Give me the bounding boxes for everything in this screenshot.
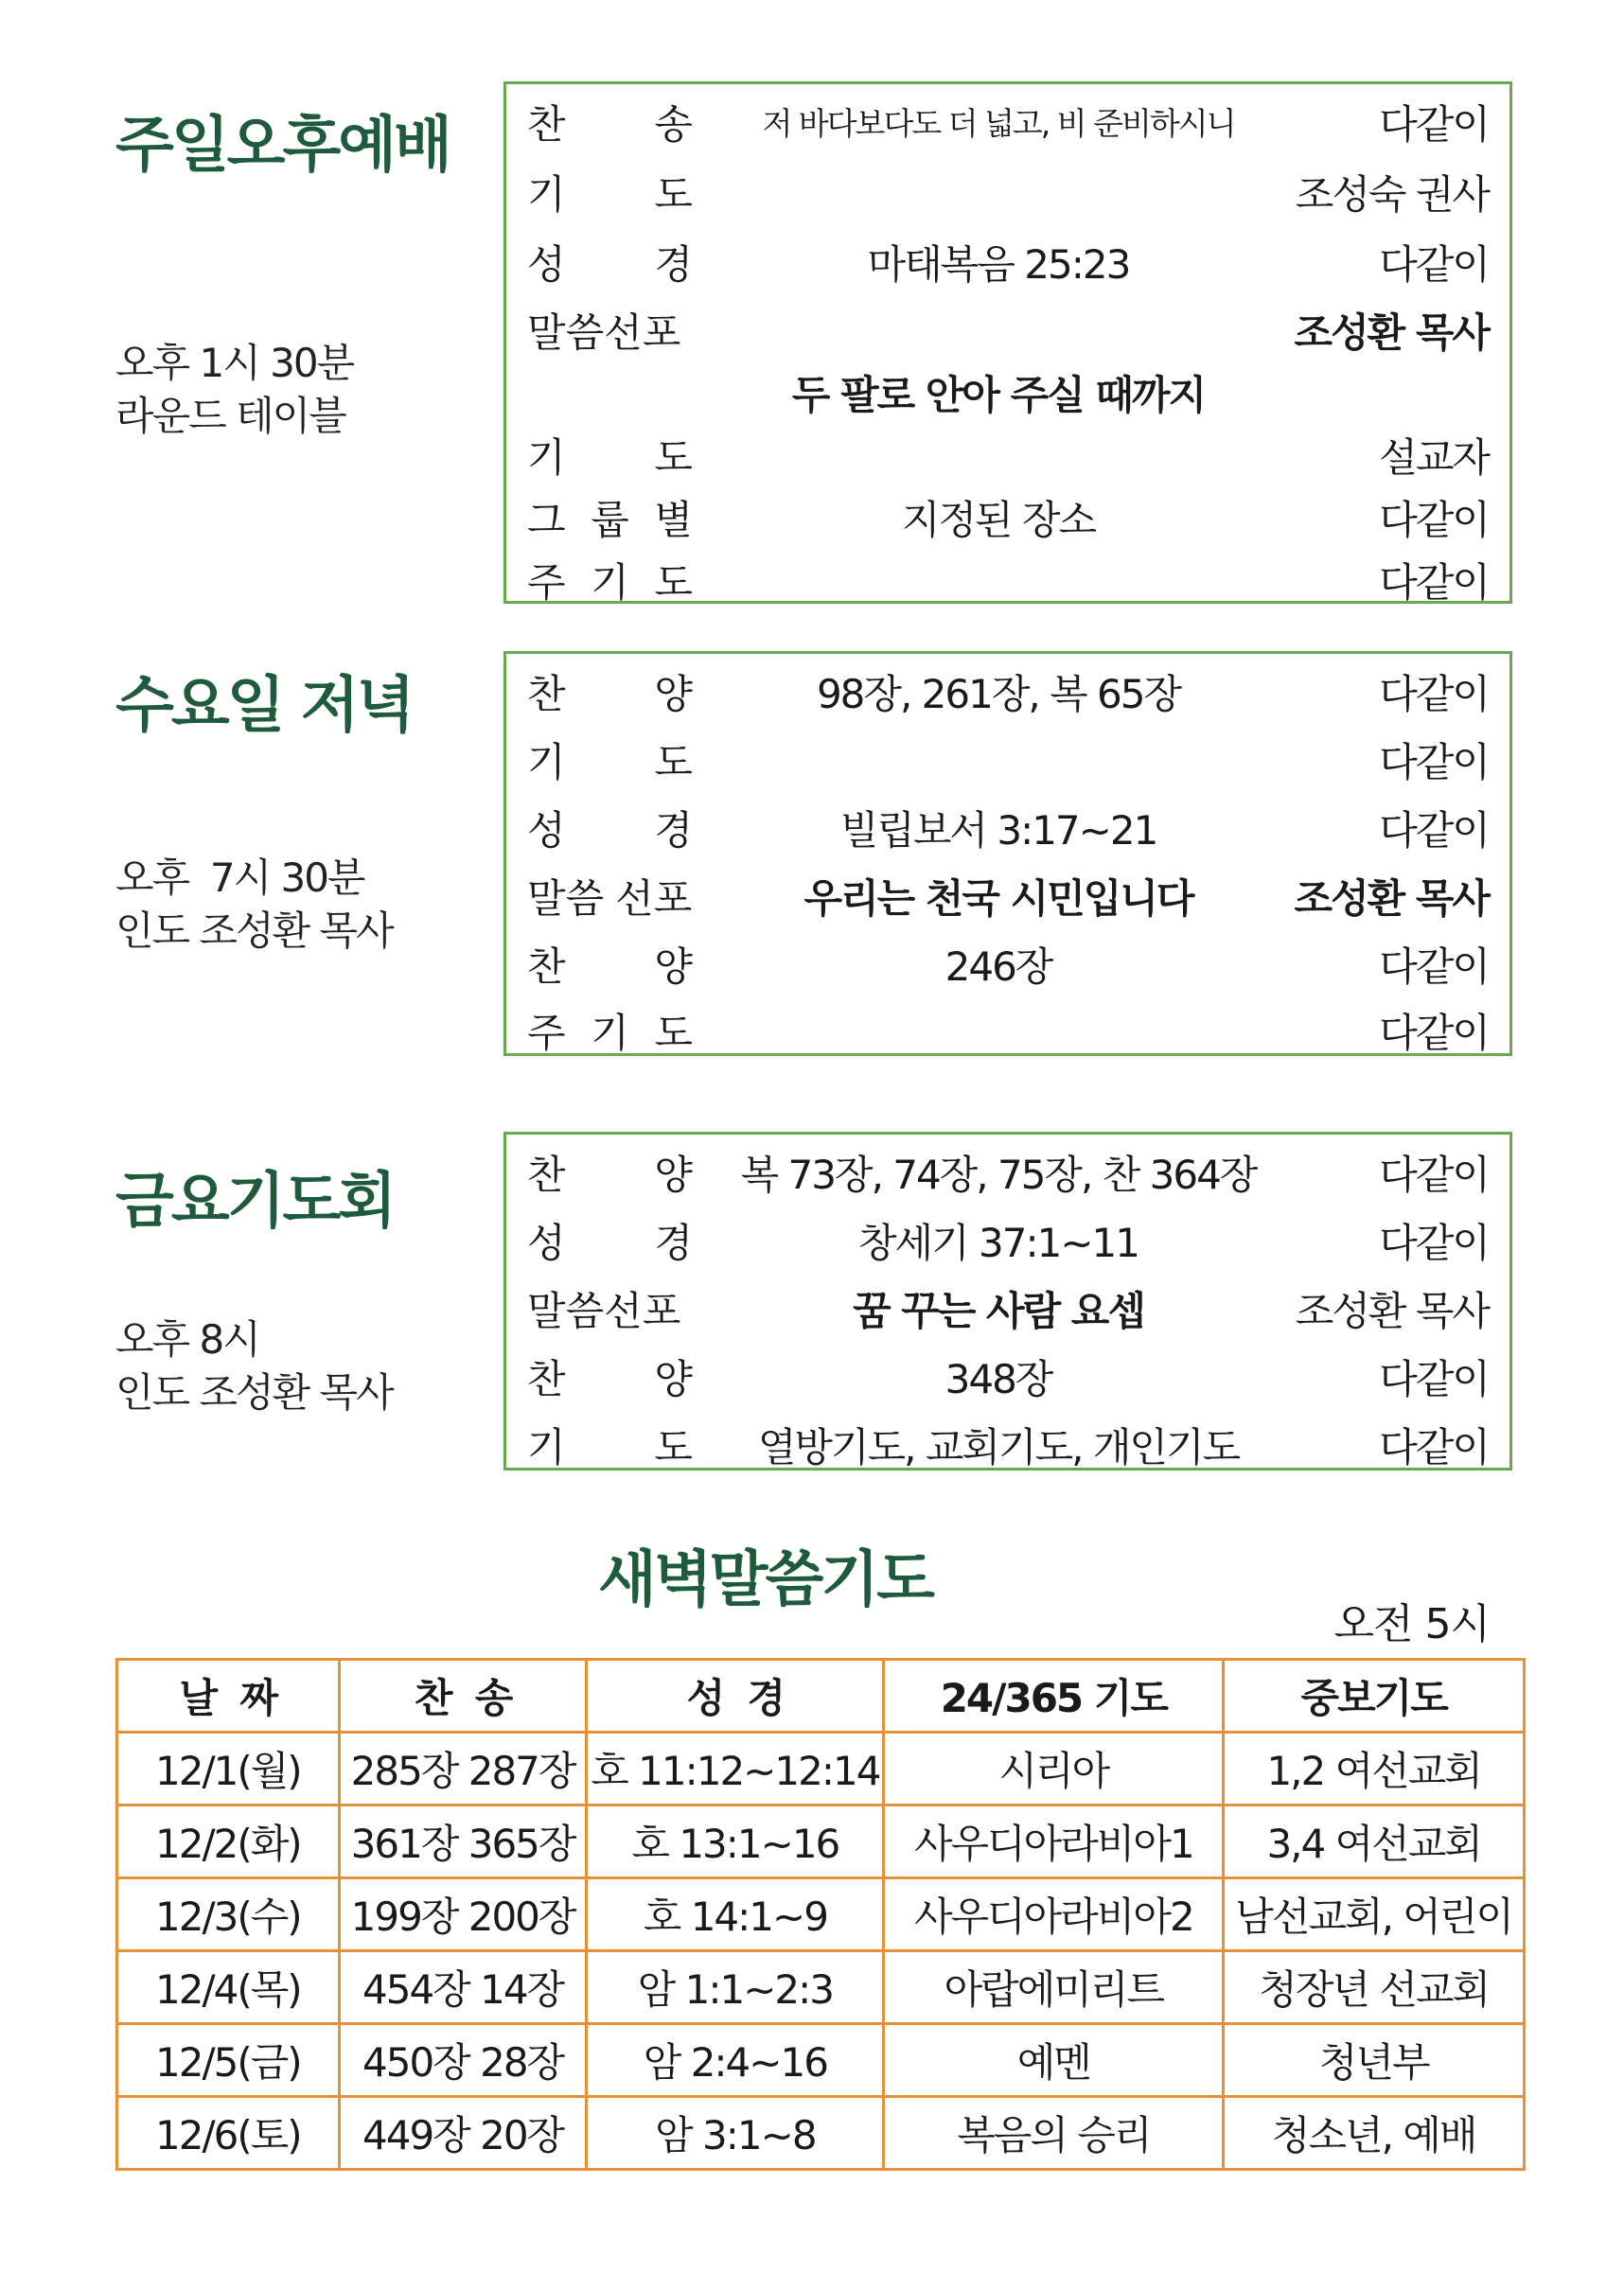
row-content: 저 바다보다도 더 넓고, 비 준비하시니 — [762, 105, 1235, 142]
table-row: 12/5(금) 450장 28장 암 2:4~16 예멘 청년부 — [117, 2024, 1525, 2097]
row-label: 주 기 도 — [527, 559, 693, 606]
wednesday-row: 주 기 도 다같이 — [527, 1010, 1489, 1056]
row-right: 조성숙 권사 — [1295, 171, 1489, 218]
sunday-row-hymn — [506, 84, 1509, 150]
table-row: 12/2(화) 361장 365장 호 13:1~16 사우디아라비아1 3,4 여선교회 — [117, 1806, 1525, 1878]
sunday-row-scripture — [506, 224, 1509, 291]
friday-title: 금요기도회 — [115, 1167, 395, 1237]
wednesday-row: 성 경 빌립보서 3:17~21 다같이 — [527, 807, 1489, 854]
sunday-row-lords-prayer — [506, 542, 1509, 608]
sunday-info — [115, 337, 353, 443]
table-row: 12/4(목) 454장 14장 암 1:1~2:3 아랍에미리트 청장년 선교회 — [117, 1951, 1525, 2024]
table-row: 12/6(토) 449장 20장 암 3:1~8 복음의 승리 청소년, 예배 — [117, 2097, 1525, 2170]
table-row: 12/1(월) 285장 287장 호 11:12~12:14 시리아 1,2 여선교회 — [117, 1733, 1525, 1806]
friday-row: 찬 양 348장 다같이 — [527, 1356, 1489, 1402]
row-label: 그 룹 별 — [527, 497, 693, 543]
row-right: 다같이 — [1379, 559, 1489, 606]
friday-leader: 인도 조성환 목사 — [115, 1369, 393, 1416]
wednesday-row: 찬 양 98장, 261장, 복 65장 다같이 — [527, 671, 1489, 717]
wednesday-title: 수요일 저녁 — [115, 671, 413, 741]
row-label: 말씀선포 — [527, 309, 681, 356]
header-scripture: 성 경 — [587, 1660, 884, 1733]
wednesday-leader: 인도 조성환 목사 — [115, 907, 393, 954]
sunday-row-group — [506, 480, 1509, 546]
row-label: 찬 송 — [527, 101, 693, 148]
header-hymn: 찬 송 — [339, 1660, 587, 1733]
sunday-row-sermon — [506, 292, 1509, 359]
wednesday-order-box — [503, 651, 1512, 1056]
row-label: 성 경 — [527, 241, 693, 288]
friday-time: 오후 8시 — [115, 1316, 259, 1363]
row-right: 다같이 — [1379, 497, 1489, 543]
wednesday-row: 기 도 다같이 — [527, 739, 1489, 785]
sunday-title: 주일오후예배 — [115, 111, 450, 181]
wednesday-row: 말씀 선포 우리는 천국 시민입니다 조성환 목사 — [527, 875, 1489, 922]
wednesday-time: 오후 7시 30분 — [115, 854, 364, 901]
table-row: 12/3(수) 199장 200장 호 14:1~9 사우디아라비아2 남선교회, 어린이 — [117, 1878, 1525, 1951]
friday-info — [115, 1313, 393, 1419]
header-intercession: 중보기도 — [1224, 1660, 1525, 1733]
row-right: 조성환 목사 — [1294, 309, 1489, 356]
friday-row: 기 도 열방기도, 교회기도, 개인기도 다같이 — [527, 1424, 1489, 1471]
table-header-row — [117, 1660, 1525, 1733]
sunday-row-prayer2 — [506, 417, 1509, 484]
header-date: 날 짜 — [117, 1660, 340, 1733]
dawn-time: 오전 5시 — [1333, 1600, 1490, 1648]
row-content: 마태복음 25:23 — [867, 241, 1130, 288]
sunday-place: 라운드 테이블 — [115, 393, 345, 439]
row-label: 기 도 — [527, 171, 693, 218]
friday-row: 성 경 창세기 37:1~11 다같이 — [527, 1220, 1489, 1266]
friday-order-box — [503, 1132, 1512, 1471]
header-prayer-24-365: 24/365 기도 — [884, 1660, 1224, 1733]
friday-row: 찬 양 복 73장, 74장, 75장, 찬 364장 다같이 — [527, 1152, 1489, 1198]
row-right: 설교자 — [1379, 434, 1489, 481]
row-label: 기 도 — [527, 434, 693, 481]
wednesday-row: 찬 양 246장 다같이 — [527, 943, 1489, 990]
wednesday-info — [115, 852, 393, 958]
dawn-title: 새벽말씀기도 — [598, 1545, 932, 1615]
sunday-order-box — [503, 81, 1512, 604]
row-right: 다같이 — [1379, 241, 1489, 288]
sunday-time: 오후 1시 30분 — [115, 340, 354, 386]
row-right: 다같이 — [1379, 101, 1489, 148]
sermon-title: 두 팔로 안아 주실 때까지 — [791, 372, 1206, 418]
friday-row: 말씀선포 꿈 꾸는 사람 요셉 조성환 목사 — [527, 1288, 1489, 1334]
dawn-schedule-table — [115, 1658, 1526, 2171]
sunday-row-sermon-title — [506, 355, 1509, 421]
row-content: 지정된 장소 — [901, 497, 1096, 543]
sunday-row-prayer — [506, 154, 1509, 220]
